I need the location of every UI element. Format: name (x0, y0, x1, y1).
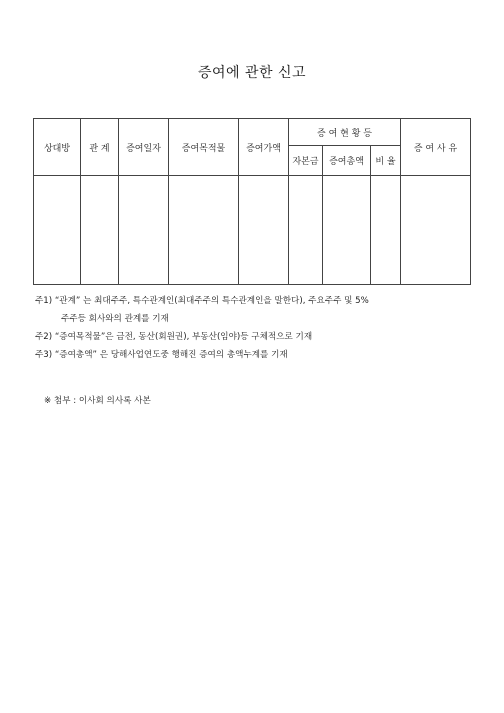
attachment-note: ※ 첨부 : 이사회 의사록 사본 (44, 396, 151, 406)
cell-counterparty[interactable] (34, 176, 81, 285)
header-counterparty: 상대방 (34, 119, 81, 176)
header-total-gift: 증여총액 (323, 146, 371, 176)
cell-relation[interactable] (81, 176, 119, 285)
header-row-1 (34, 119, 471, 146)
cell-capital[interactable] (289, 176, 323, 285)
cell-total-gift[interactable] (323, 176, 371, 285)
gift-report-table (33, 118, 471, 285)
footnotes (35, 292, 475, 364)
cell-reason[interactable] (401, 176, 471, 285)
header-ratio: 비 율 (371, 146, 401, 176)
cell-gift-object[interactable] (169, 176, 239, 285)
note-1-continued: 주주등 회사와의 관계를 기재 (61, 314, 169, 324)
header-gift-reason: 증 여 사 유 (401, 119, 471, 176)
header-gift-object: 증여목적물 (169, 119, 239, 176)
cell-gift-value[interactable] (239, 176, 289, 285)
cell-gift-date[interactable] (119, 176, 169, 285)
header-gift-value: 증여가액 (239, 119, 289, 176)
header-relation: 관 계 (81, 119, 119, 176)
note-2: 주2) “증여목적물”은 금전, 동산(회원권), 부동산(임야)등 구체적으로 기재 (35, 332, 313, 342)
header-gift-status: 증 여 현 황 등 (289, 119, 401, 146)
note-3: 주3) “증여총액” 은 당해사업연도중 행해진 증여의 총액누계를 기재 (35, 350, 288, 360)
document-title: 증여에 관한 신고 (197, 65, 307, 81)
note-1: 주1) “관계” 는 최대주주, 특수관계인(최대주주의 특수관계인을 말한다), 주요주주 및 5% (35, 296, 369, 306)
cell-ratio[interactable] (371, 176, 401, 285)
header-capital: 자본금 (289, 146, 323, 176)
header-gift-date: 증여일자 (119, 119, 169, 176)
table-row (34, 176, 471, 285)
